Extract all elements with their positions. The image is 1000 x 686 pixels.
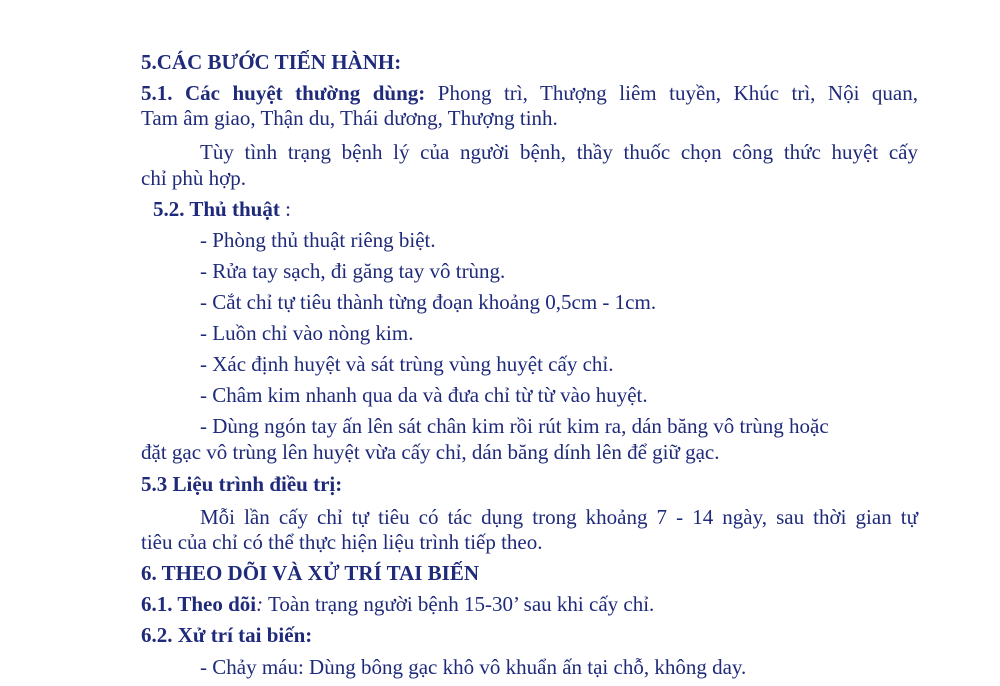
section-6-1-text: Toàn trạng người bệnh 15-30’ sau khi cấy chỉ. xyxy=(263,592,655,616)
section-5-1-label: 5.1. Các huyệt thường dùng: xyxy=(141,81,426,105)
section-5-3-line-2: tiêu của chỉ có thể thực hiện liệu trình tiếp theo. xyxy=(141,530,543,554)
section-5-heading: 5.CÁC BƯỚC TIẾN HÀNH: xyxy=(141,50,402,74)
section-5-1-line-2: Tam âm giao, Thận du, Thái dương, Thượng tinh. xyxy=(141,106,558,130)
section-5-3-heading: 5.3 Liệu trình điều trị: xyxy=(141,472,343,496)
section-5-1-line-1 xyxy=(141,81,918,105)
section-6-1-colon: : xyxy=(256,592,264,616)
section-5-2-heading xyxy=(141,197,291,221)
section-5-2-suffix: : xyxy=(279,197,291,221)
procedure-item-5: - Xác định huyệt và sát trùng vùng huyệt cấy chỉ. xyxy=(200,352,614,376)
procedure-item-7-continuation: đặt gạc vô trùng lên huyệt vừa cấy chỉ, dán băng dính lên để giữ gạc. xyxy=(141,440,720,464)
procedure-item-2: - Rửa tay sạch, đi găng tay vô trùng. xyxy=(200,259,506,283)
procedure-item-7: - Dùng ngón tay ấn lên sát chân kim rồi rút kim ra, dán băng vô trùng hoặc xyxy=(200,414,829,438)
complication-item-1: - Chảy máu: Dùng bông gạc khô vô khuẩn ấn tại chỗ, không day. xyxy=(200,655,747,679)
section-5-para-line-2: chỉ phù hợp. xyxy=(141,166,247,190)
section-6-2-heading: 6.2. Xử trí tai biến: xyxy=(141,623,313,647)
section-6-1-label: 6.1. Theo dõi xyxy=(141,592,257,616)
section-6-heading: 6. THEO DÕI VÀ XỬ TRÍ TAI BIẾN xyxy=(141,561,480,585)
procedure-item-3: - Cắt chỉ tự tiêu thành từng đoạn khoảng 0,5cm - 1cm. xyxy=(200,290,657,314)
section-5-para-line-1: Tùy tình trạng bệnh lý của người bệnh, thầy thuốc chọn công thức huyệt cấy xyxy=(200,140,918,164)
section-5-1-text-1: Phong trì, Thượng liêm tuyền, Khúc trì, Nội quan, xyxy=(425,81,918,105)
section-5-2-label: 5.2. Thủ thuật xyxy=(153,197,280,221)
section-6-1-line xyxy=(141,592,654,616)
section-5-3-line-1: Mỗi lần cấy chỉ tự tiêu có tác dụng trong khoảng 7 - 14 ngày, sau thời gian tự xyxy=(200,505,918,529)
procedure-item-4: - Luồn chỉ vào nòng kim. xyxy=(200,321,414,345)
procedure-item-1: - Phòng thủ thuật riêng biệt. xyxy=(200,228,436,252)
procedure-item-6: - Châm kim nhanh qua da và đưa chỉ từ từ vào huyệt. xyxy=(200,383,648,407)
